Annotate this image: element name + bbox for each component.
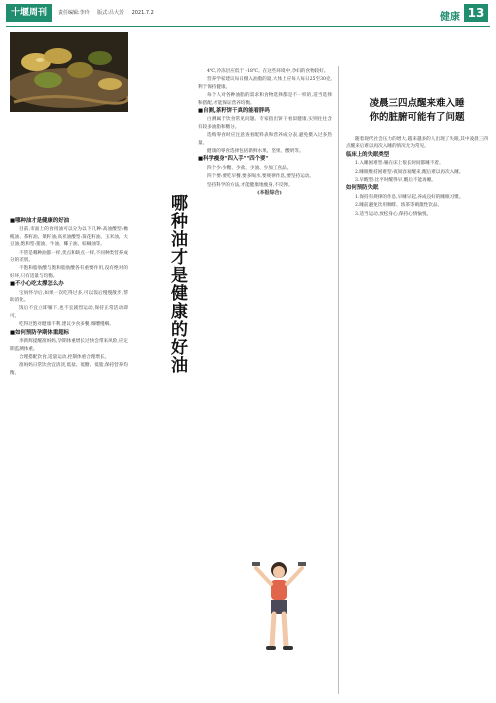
column-divider [338,66,339,694]
paragraph: 不管是哪种油都一样,优点和缺点一样,不同种类营养成分的差别。 [10,250,128,264]
title-line: 凌晨三四点醒来难入睡 [369,98,465,109]
section-heading: ■自测,茶籽饼干真的能看胖吗 [198,108,270,115]
paragraph: 吃得过饱对健康不利,建议少食多餐,细嚼慢咽。 [19,322,114,328]
paragraph: 四个少:少糖、少盐、少油、少加工食品。 [207,165,292,171]
article2-body [198,68,332,199]
paragraph: 饭后不宜立即躺下,也不宜剧烈运动,保持正常活动即可。 [10,306,128,319]
header-rule [6,26,490,27]
paragraph: 2.睡眠维持困难型:夜间容易醒来,醒后难以再次入睡。 [355,169,464,175]
paragraph: 每个人对各种油脂的需求和食物选择都是不一样的,适当选择和搭配,才能保证营养均衡。 [198,93,332,106]
masthead: 十堰周刊 [6,4,52,22]
paragraph: 1.保持有规律的作息,早睡早起,养成良好的睡眠习惯。 [355,194,464,200]
issue-date: 2021.7.2 [131,10,154,16]
article1-title: 哪种油才是健康的好油 [167,194,187,374]
paragraph: 李新辉提醒准妈妈,孕期体重增长过快会带来风险,应定期监测体重。 [10,339,128,352]
paragraph: 随着现代社会压力的增大,越来越多的人出现了失眠,其中凌晨三四点醒来后难以再次入睡的情况尤为常见。 [346,137,488,150]
paragraph: 健康的零食选择包括新鲜水果、坚果、酸奶等。 [207,149,304,155]
article1-body [10,218,128,378]
section-heading: ■哪种油才是健康的好油 [10,218,69,224]
paragraph: 坚持科学的方法,才能健康地瘦身,不反弹。 [207,182,293,188]
section-heading: ■如何预防孕期体重超标 [10,329,69,336]
article3-title [346,97,488,125]
paragraph: 目前,市面上的食用油可以分为以下几种:高油酸型:橄榄油、茶籽油、菜籽油;高亚油酸型:葵花籽油、玉米油、大豆油;饱和型:猪油、牛油、椰子油、棕榈油等。 [10,227,128,248]
paragraph: 准妈妈日常饮食宜清淡,低盐、低糖、低脂,保持营养均衡。 [10,363,128,376]
end-mark: (本报综合) [257,190,282,197]
title-line: 你的脏腑可能有了问题 [369,112,465,123]
paragraph: 1.入睡困难型:躺在床上很长时间都睡不着。 [355,161,444,167]
section-heading: 如何预防失眠 [346,185,379,192]
page-header [0,0,496,28]
section-heading: 临床上的失眠类型 [346,151,390,158]
page-number: 13 [464,4,488,22]
designer: 版式:吕大芳 [97,10,124,16]
section-heading: ■不小心吃太撑怎么办 [10,281,64,288]
paragraph: 合理搭配饮食,适量运动,控制体重合理增长。 [19,354,110,360]
fitness-woman-illustration [250,558,308,654]
paragraph: 2.睡前避免饮用咖啡、浓茶等刺激性饮品。 [355,203,443,209]
section-heading: ■科学瘦身"四入手""四个要" [198,156,269,163]
paragraph: 宝妈怀孕后,如果一次吃得过多,可以饭后慢慢散步,帮助消化。 [10,290,128,304]
paragraph: 选购零食时应注意查看配料表和营养成分表,避免摄入过多热量。 [198,133,332,146]
section-name: 健康 [440,12,460,23]
paragraph: 3.早醒型:比平时醒得早,醒后不能再睡。 [355,178,436,184]
editor: 责任编辑:李玲 [58,10,90,16]
paragraph: 营养学家建议每日摄入油脂的量,大体上应每人每日25至30克,利于保持健康。 [198,77,332,90]
paragraph: 不饱和脂肪酸与饱和脂肪酸各有重要作用,没有绝对的好坏,只有适量与均衡。 [10,266,128,279]
paragraph: 3.适当运动,放松身心,保持心情愉悦。 [355,211,432,217]
paragraph: 四个要:要吃早餐,要多喝水,要规律作息,要坚持运动。 [207,174,314,180]
olive-oil-photo [10,32,128,112]
byline [58,9,160,16]
paragraph: 白测属于饮食常见问题。专家指出饼干看似健康,实则往往含有较多油脂和糖分。 [198,117,332,130]
article3-body [346,136,488,219]
paragraph: 4℃,冷冻层应低于 -18℃。在这些环境中,孕妇的食物较好。 [207,69,329,74]
